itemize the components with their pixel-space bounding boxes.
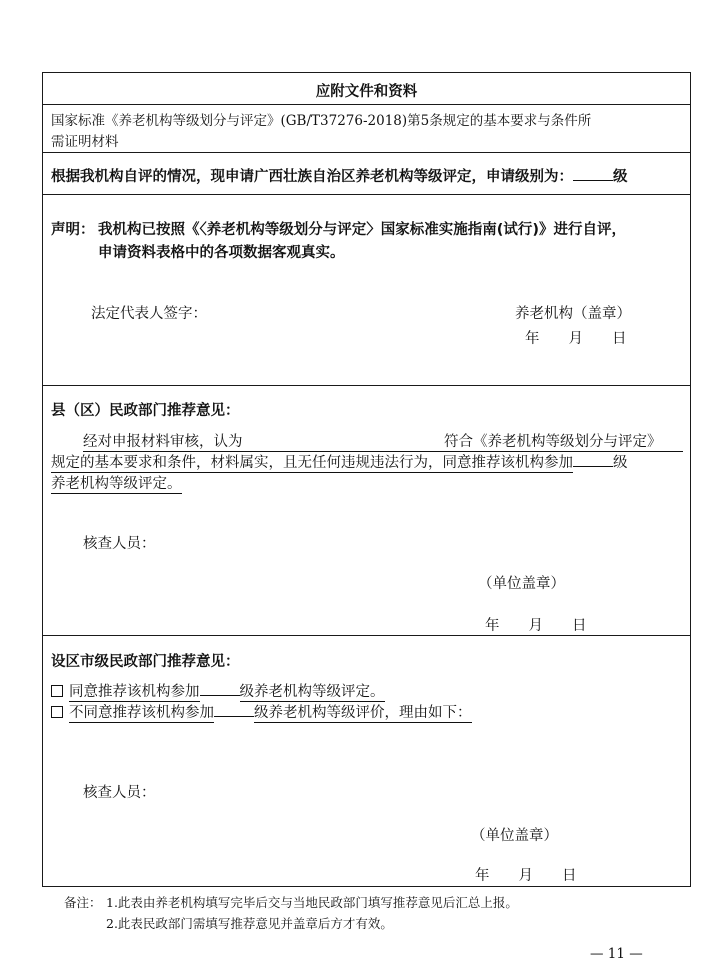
org-seal: 养老机构（盖章） xyxy=(515,306,631,322)
disagree-text-end: 级养老机构等级评价，理由如下： xyxy=(254,701,472,723)
city-date: 年 月 日 xyxy=(475,868,577,884)
requirements-line2: 需证明材料 xyxy=(51,134,119,150)
agree-text: 同意推荐该机构参加 xyxy=(69,680,200,702)
city-title: 设区市级民政部门推荐意见： xyxy=(51,654,240,670)
county-para-line2a: 规定的基本要求和条件，材料属实，且无任何违规违法行为，同意推荐该机构参加 xyxy=(51,451,573,473)
header-title: 应附文件和资料 xyxy=(315,84,418,100)
county-opinion-row xyxy=(43,386,690,636)
note-1: 1.此表由养老机构填写完毕后交与当地民政部门填写推荐意见后汇总上报。 xyxy=(106,895,518,910)
level-suffix: 级 xyxy=(613,169,628,185)
county-para-line2b: 级 xyxy=(613,455,628,471)
form-table xyxy=(42,72,691,887)
declaration-row xyxy=(43,195,690,386)
disagree-checkbox[interactable] xyxy=(51,706,63,718)
declaration-label: 声明： xyxy=(51,222,95,238)
county-reviewer[interactable]: 核查人员： xyxy=(83,536,156,552)
county-level-blank[interactable] xyxy=(573,452,613,467)
requirements-line1: 国家标准《养老机构等级划分与评定》(GB/T37276-2018)第5条规定的基本要求与条件所 xyxy=(51,113,592,129)
page-number: — 11 — xyxy=(590,946,643,962)
legal-rep-signature[interactable]: 法定代表人签字： xyxy=(91,306,207,322)
city-reviewer[interactable]: 核查人员： xyxy=(83,785,156,801)
county-para-mid: 符合《养老机构等级划分与评定》 xyxy=(444,434,662,450)
declaration-line1: 我机构已按照《〈养老机构等级划分与评定〉国家标准实施指南(试行)》进行自评， xyxy=(98,222,627,238)
declaration-line2: 申请资料表格中的各项数据客观真实。 xyxy=(98,245,345,261)
county-para-start: 经对申报材料审核，认为 xyxy=(83,430,683,452)
disagree-level-blank[interactable] xyxy=(214,702,254,717)
city-opinion-row xyxy=(43,636,690,886)
city-option-disagree[interactable] xyxy=(51,701,472,723)
notes-label: 备注： xyxy=(64,895,102,910)
county-date: 年 月 日 xyxy=(485,618,587,634)
level-blank[interactable] xyxy=(573,166,613,181)
county-title: 县（区）民政部门推荐意见： xyxy=(51,403,240,419)
header-row xyxy=(43,73,690,105)
city-option-agree[interactable] xyxy=(51,680,385,702)
county-seal: （单位盖章） xyxy=(478,576,565,592)
disagree-text: 不同意推荐该机构参加 xyxy=(69,701,214,723)
agree-level-blank[interactable] xyxy=(200,681,240,696)
county-para-line2 xyxy=(51,451,628,473)
county-para-line3: 养老机构等级评定。 xyxy=(51,472,182,494)
agree-text-end: 级养老机构等级评定。 xyxy=(240,680,385,702)
requirements-row xyxy=(43,105,690,153)
declaration-date: 年 月 日 xyxy=(525,331,627,347)
application-statement: 根据我机构自评的情况，现申请广西壮族自治区养老机构等级评定，申请级别为： xyxy=(51,169,573,185)
city-seal: （单位盖章） xyxy=(471,828,558,844)
note-2: 2.此表民政部门需填写推荐意见并盖章后方才有效。 xyxy=(106,916,393,931)
application-row xyxy=(43,153,690,195)
application-text xyxy=(51,165,628,186)
agree-checkbox[interactable] xyxy=(51,685,63,697)
